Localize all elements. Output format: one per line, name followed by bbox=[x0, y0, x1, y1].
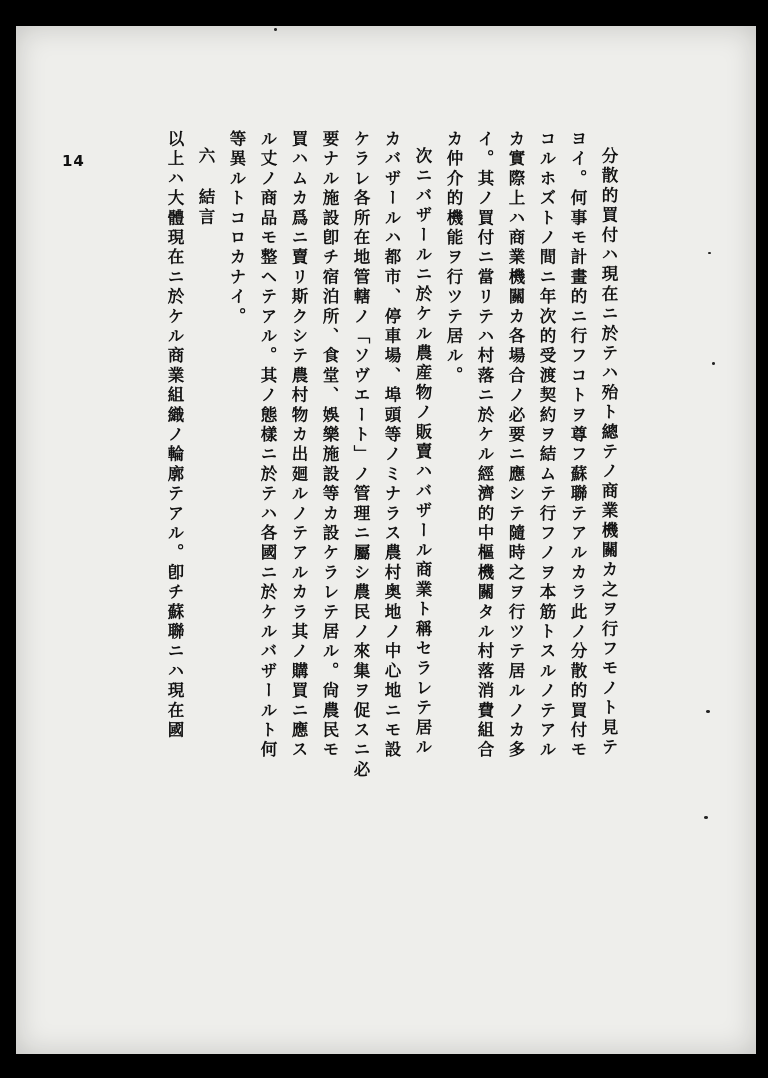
document-page bbox=[16, 26, 756, 1054]
scan-speck bbox=[706, 710, 710, 713]
text-line: ル丈ノ商品モ整ヘテアル。其ノ態樣ニ於テハ各國ニ於ケルバザールト何 bbox=[258, 130, 277, 761]
text-line: 分散的買付ハ現在ニ於テハ殆ト總テノ商業機關カ之ヲ行フモノト見テ bbox=[599, 146, 618, 758]
body-text bbox=[159, 130, 624, 1010]
paragraph-3 bbox=[159, 130, 190, 1010]
section-number: 六 bbox=[196, 146, 215, 167]
scan-speck bbox=[274, 28, 277, 31]
text-line: イ。其ノ買付ニ當リテハ村落ニ於ケル經濟的中樞機關タル村落消費組合 bbox=[475, 130, 494, 761]
text-line: 要ナル施設卽チ宿泊所、食堂、娛樂施設等カ設ケラレテ居ル。尙農民モ bbox=[320, 130, 339, 761]
text-line: 買ハムカ爲ニ賣リ斯クシテ農村物カ出廻ルノテアルカラ其ノ購買ニ應ス bbox=[289, 130, 308, 761]
paragraph-2 bbox=[221, 130, 438, 1010]
text-line: 以上ハ大體現在ニ於ケル商業組織ノ輪廓テアル。卽チ蘇聯ニハ現在國 bbox=[165, 130, 184, 741]
paragraph-1 bbox=[438, 130, 624, 1010]
text-line: カ實際上ハ商業機關カ各場合ノ必要ニ應シテ隨時之ヲ行ツテ居ルノカ多 bbox=[506, 130, 525, 761]
scan-speck bbox=[708, 252, 711, 254]
text-line: カバザールハ都市、停車場、埠頭等ノミナラス農村奥地ノ中心地ニモ設 bbox=[382, 130, 401, 761]
text-line: 等異ルトコロカナイ。 bbox=[227, 130, 246, 327]
page-number: 14 bbox=[62, 152, 85, 170]
text-line: コルホズトノ間ニ年次的受渡契約ヲ結ムテ行フノヲ本筋トスルノテアル bbox=[537, 130, 556, 761]
text-line: ヨイ。何事モ計畫的ニ行フコトヲ尊フ蘇聯テアルカラ此ノ分散的買付モ bbox=[568, 130, 587, 761]
text-line: 次ニバザールニ於ケル農産物ノ販賣ハバザール商業ト稱セラレテ居ル bbox=[413, 146, 432, 758]
scan-speck bbox=[704, 816, 708, 819]
text-line: カ仲介的機能ヲ行ツテ居ル。 bbox=[444, 130, 463, 387]
scan-speck bbox=[712, 362, 715, 365]
text-line: ケラレ各所在地管轄ノ「ソヴエート」ノ管理ニ屬シ農民ノ來集ヲ促スニ必 bbox=[351, 130, 370, 781]
section-heading bbox=[190, 130, 221, 1010]
section-title: 結言 bbox=[196, 187, 215, 228]
